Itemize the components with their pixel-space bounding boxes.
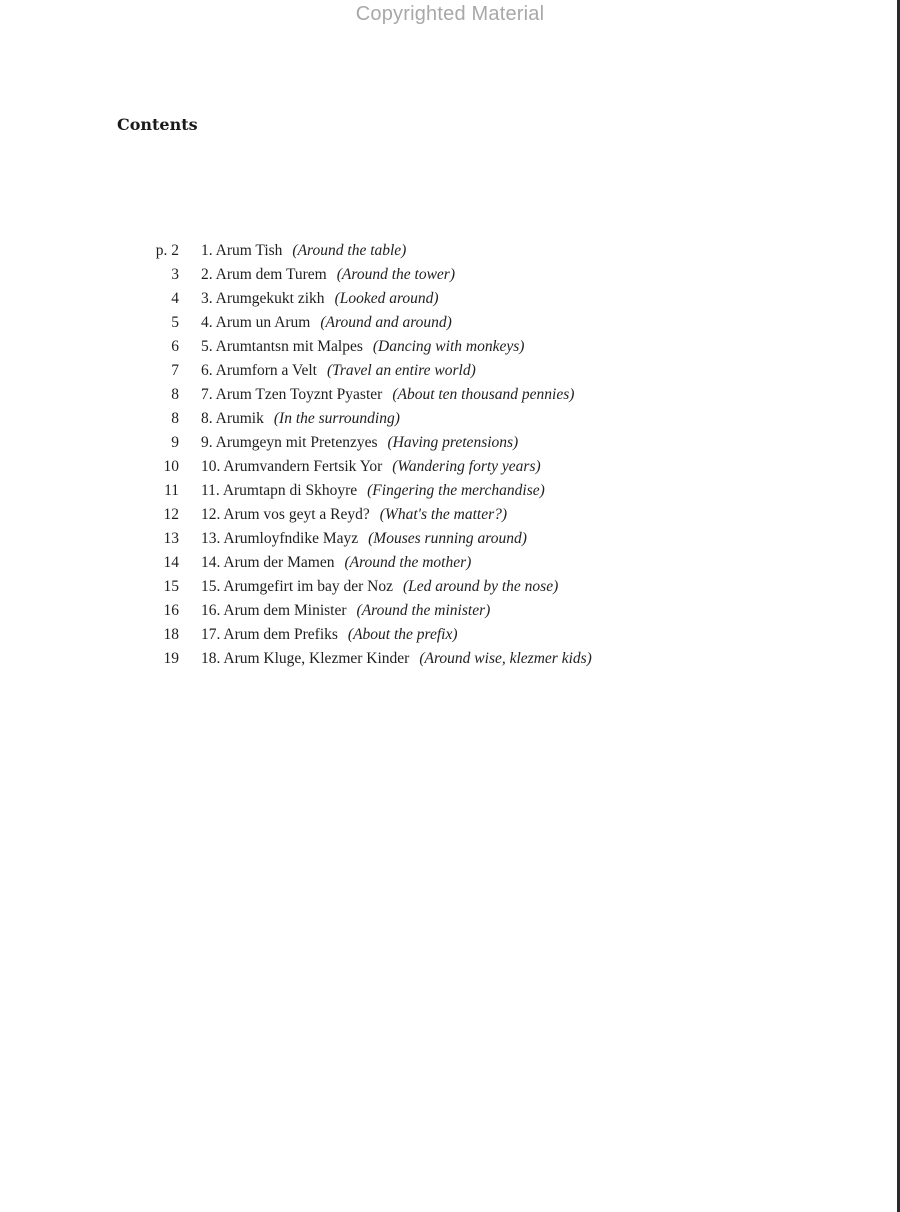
toc-title: 12. Arum vos geyt a Reyd? [201,506,370,523]
toc-title: 3. Arumgekukt zikh [201,290,325,307]
toc-entry [140,287,840,311]
toc-translation: (Dancing with monkeys) [372,338,525,355]
toc-entry [140,479,840,503]
toc-entry [140,311,840,335]
toc-title: 17. Arum dem Prefiks [201,626,338,643]
toc-page-number: 16 [163,602,179,619]
toc-entry [140,623,840,647]
toc-title: 18. Arum Kluge, Klezmer Kinder [201,650,410,667]
toc-translation: (Having pretensions) [387,434,519,451]
toc-translation: (Mouses running around) [368,530,527,547]
toc-page-number: 8 [171,386,179,403]
toc-translation: (Looked around) [334,290,439,307]
toc-title: 13. Arumloyfndike Mayz [201,530,359,547]
toc-page-number: 15 [163,578,179,595]
toc-page-number: 13 [163,530,179,547]
toc-title: 15. Arumgefirt im bay der Noz [201,578,393,595]
toc-page-number: 12 [163,506,179,523]
toc-translation: (Around and around) [320,314,452,331]
toc-page-number: 6 [171,338,179,355]
toc-page-number: 3 [171,266,179,283]
toc-page-number: 10 [163,458,179,475]
toc-translation: (Around the minister) [356,602,491,619]
toc-entry [140,407,840,431]
toc-entry [140,527,840,551]
toc-entry [140,551,840,575]
copyright-watermark: Copyrighted Material [355,3,545,25]
toc-page-number: 8 [171,410,179,427]
toc-entry [140,383,840,407]
toc-entry [140,263,840,287]
table-of-contents [140,239,840,671]
toc-title: 1. Arum Tish [201,242,283,259]
page-title: Contents [117,115,198,134]
toc-translation: (Around the tower) [336,266,455,283]
toc-entry [140,599,840,623]
toc-translation: (Fingering the merchandise) [367,482,545,499]
toc-page-number: 4 [171,290,179,307]
toc-translation: (About ten thousand pennies) [392,386,575,403]
toc-translation: (Around the mother) [344,554,472,571]
toc-translation: (Around the table) [292,242,407,259]
toc-entry [140,335,840,359]
toc-page-number: 7 [171,362,179,379]
toc-translation: (What's the matter?) [379,506,508,523]
toc-translation: (In the surrounding) [273,410,400,427]
toc-page-number: 19 [163,650,179,667]
toc-title: 9. Arumgeyn mit Pretenzyes [201,434,378,451]
toc-entry [140,431,840,455]
toc-entry [140,455,840,479]
toc-entry [140,647,840,671]
toc-title: 4. Arum un Arum [201,314,311,331]
toc-translation: (About the prefix) [347,626,458,643]
toc-title: 7. Arum Tzen Toyznt Pyaster [201,386,383,403]
toc-entry [140,239,840,263]
toc-page-number: p. 2 [155,242,179,259]
toc-title: 10. Arumvandern Fertsik Yor [201,458,383,475]
toc-translation: (Around wise, klezmer kids) [419,650,592,667]
toc-title: 5. Arumtantsn mit Malpes [201,338,363,355]
toc-page-number: 5 [171,314,179,331]
toc-page-number: 14 [163,554,179,571]
toc-entry [140,359,840,383]
toc-page-number: 9 [171,434,179,451]
toc-title: 11. Arumtapn di Skhoyre [201,482,358,499]
toc-title: 14. Arum der Mamen [201,554,335,571]
toc-title: 2. Arum dem Turem [201,266,327,283]
toc-page-number: 18 [163,626,179,643]
toc-translation: (Wandering forty years) [392,458,541,475]
toc-page-number: 11 [164,482,179,499]
toc-entry [140,575,840,599]
toc-translation: (Travel an entire world) [326,362,476,379]
toc-title: 6. Arumforn a Velt [201,362,317,379]
toc-entry [140,503,840,527]
toc-title: 16. Arum dem Minister [201,602,347,619]
toc-title: 8. Arumik [201,410,264,427]
toc-translation: (Led around by the nose) [402,578,559,595]
